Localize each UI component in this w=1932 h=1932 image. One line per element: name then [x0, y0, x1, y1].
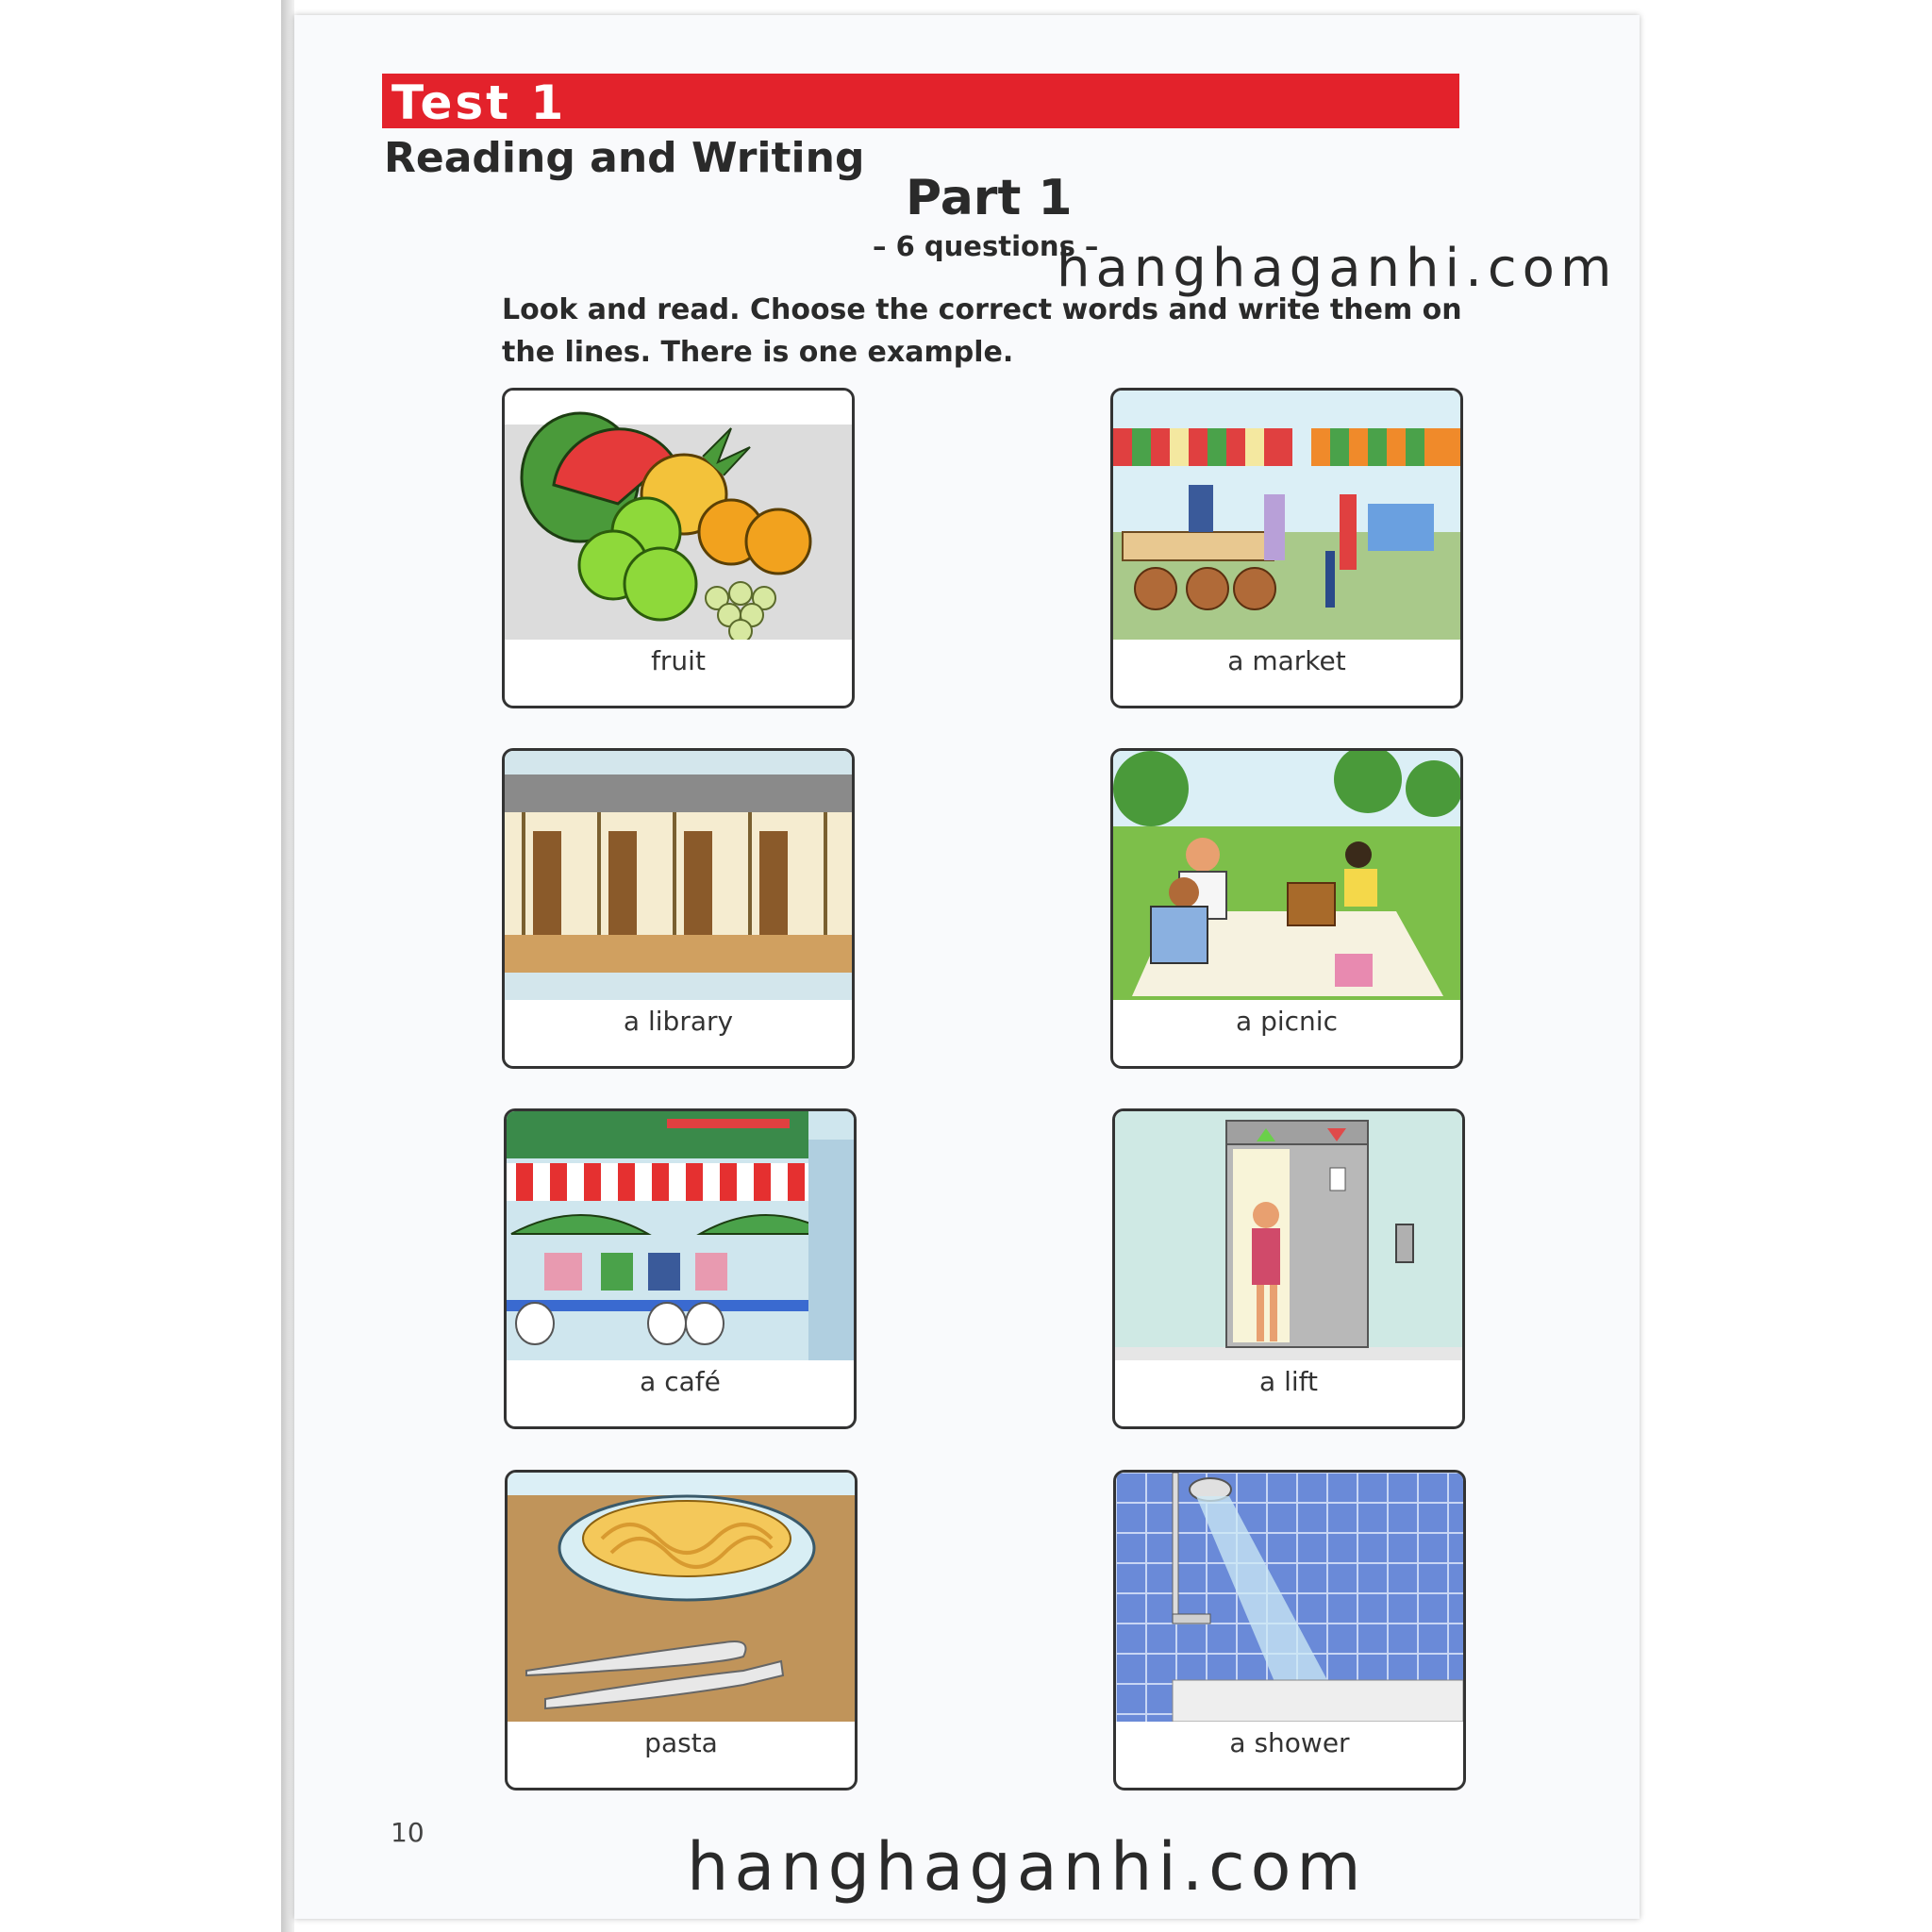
card-label: a shower: [1229, 1727, 1350, 1758]
fruit-picture: [505, 391, 852, 640]
card-picnic: [1110, 748, 1463, 1069]
page-number: 10: [391, 1817, 425, 1848]
part-title: Part 1: [906, 170, 1073, 226]
card-cafe: [504, 1108, 857, 1429]
card-label: fruit: [651, 645, 706, 676]
watermark-bottom: hanghaganhi.com: [687, 1828, 1367, 1906]
card-label: a market: [1227, 645, 1346, 676]
picnic-picture: [1113, 751, 1460, 1000]
lift-picture: [1115, 1111, 1462, 1360]
shower-picture: [1116, 1473, 1463, 1722]
card-pasta: [505, 1470, 858, 1790]
card-label: pasta: [644, 1727, 718, 1758]
instruction-text: Look and read. Choose the correct words and write them on the lines. There is one example.: [502, 293, 1462, 369]
card-shower: [1113, 1470, 1466, 1790]
pasta-picture: [508, 1473, 855, 1722]
watermark-top: hanghaganhi.com: [1057, 238, 1618, 299]
question-count: – 6 questions –: [873, 230, 1099, 262]
card-fruit: [502, 388, 855, 708]
card-label: a café: [640, 1366, 721, 1397]
page-shadow: [281, 0, 294, 1932]
card-market: [1110, 388, 1463, 708]
card-label: a library: [623, 1006, 734, 1037]
card-label: a picnic: [1236, 1006, 1338, 1037]
market-picture: [1113, 391, 1460, 640]
card-label: a lift: [1259, 1366, 1318, 1397]
section-title: Reading and Writing: [384, 134, 865, 182]
test-banner: [382, 74, 1459, 128]
test-title: Test 1: [391, 75, 567, 130]
cafe-picture: [507, 1111, 854, 1360]
card-library: [502, 748, 855, 1069]
library-picture: [505, 751, 852, 1000]
card-lift: [1112, 1108, 1465, 1429]
